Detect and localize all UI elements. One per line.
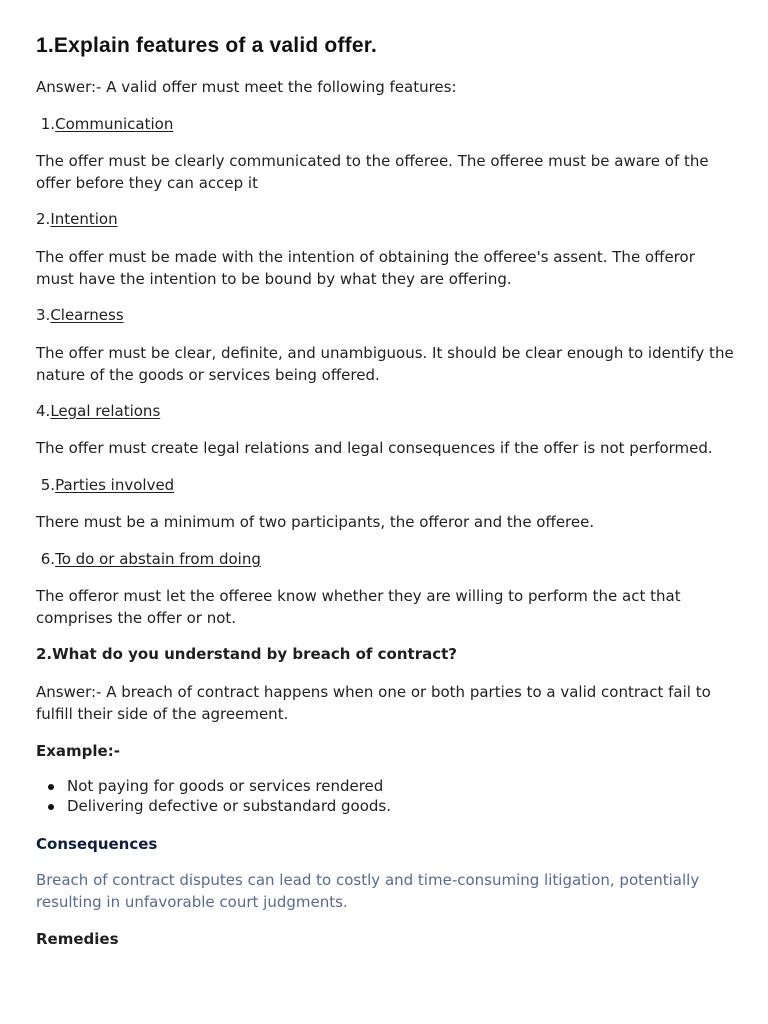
feature-3-heading	[36, 304, 124, 326]
feature-5-heading	[36, 474, 174, 496]
remedies-heading: Remedies	[36, 930, 119, 948]
feature-6-heading	[36, 548, 261, 570]
bullet-icon	[48, 784, 54, 790]
feature-1-label: Communication	[55, 115, 174, 133]
question-2-answer: Answer:- A breach of contract happens when one or both parties to a valid contract fail to fulfill their side of the agreement.	[36, 683, 711, 723]
feature-6-number: 6.	[36, 550, 56, 568]
question-2-title: 2.What do you understand by breach of contract?	[36, 645, 457, 663]
feature-2-heading	[36, 208, 118, 230]
example-label: Example:-	[36, 742, 120, 760]
feature-3-text: The offer must be clear, definite, and unambiguous. It should be clear enough to identify the nature of the goods or services being offered.	[36, 344, 734, 384]
feature-1-heading	[36, 113, 173, 135]
feature-4-heading	[36, 400, 160, 422]
feature-3-number: 3.	[36, 306, 51, 324]
list-item	[36, 796, 391, 816]
feature-2-number: 2.	[36, 210, 51, 228]
feature-4-label: Legal relations	[50, 402, 161, 420]
feature-4-text: The offer must create legal relations and legal consequences if the offer is not performed.	[36, 439, 713, 457]
feature-3-label: Clearness	[50, 306, 124, 324]
feature-5-text: There must be a minimum of two participants, the offeror and the offeree.	[36, 513, 595, 531]
feature-2-text: The offer must be made with the intention of obtaining the offeree's assent. The offeror must have the intention to be bound by what they are offering.	[36, 248, 695, 288]
list-item	[36, 776, 391, 796]
example-list	[36, 776, 391, 816]
feature-5-label: Parties involved	[55, 476, 175, 494]
feature-1-number: 1.	[36, 115, 56, 133]
feature-5-number: 5.	[36, 476, 56, 494]
bullet-icon	[48, 804, 54, 810]
feature-1-text: The offer must be clearly communicated to the offeree. The offeree must be aware of the offer before they can accep it	[36, 152, 709, 192]
consequences-text: Breach of contract disputes can lead to costly and time-consuming litigation, potentially resulting in unfavorable court judgments.	[36, 871, 700, 911]
feature-2-label: Intention	[50, 210, 118, 228]
consequences-heading: Consequences	[36, 835, 158, 853]
feature-6-text: The offeror must let the offeree know whether they are willing to perform the act that comprises the offer or not.	[36, 587, 681, 627]
answer-intro: Answer:- A valid offer must meet the following features:	[36, 78, 457, 96]
feature-6-label: To do or abstain from doing	[55, 550, 261, 568]
feature-4-number: 4.	[36, 402, 51, 420]
example-1-text: Not paying for goods or services rendered	[67, 777, 384, 795]
example-2-text: Delivering defective or substandard goods.	[67, 797, 392, 815]
question-1-title: 1.Explain features of a valid offer.	[36, 34, 377, 57]
